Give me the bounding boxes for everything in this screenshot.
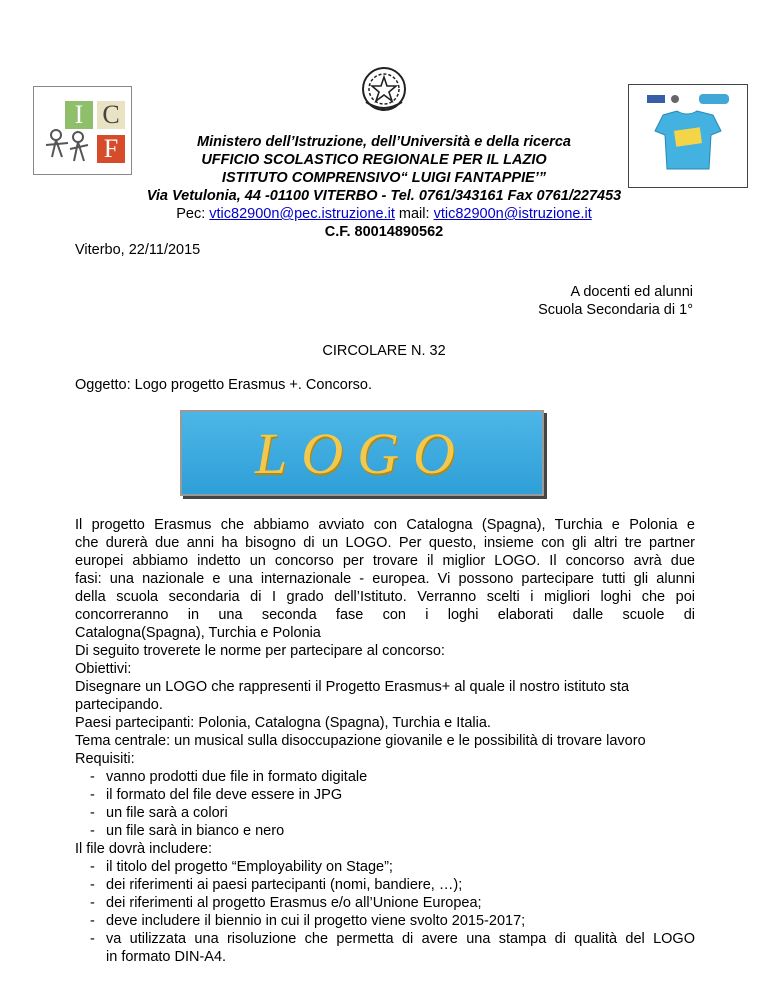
tax-code: C.F. 80014890562 (324, 224, 444, 240)
theme-line: Tema centrale: un musical sulla disoccupazione giovanile e le possibilità di trovare lavoro (75, 733, 646, 749)
list-item: - un file sarà in bianco e nero (90, 823, 285, 839)
requirements-label: Requisiti: (75, 751, 135, 767)
list-item: - dei riferimenti ai paesi partecipanti (nomi, bandiere, …); (90, 877, 463, 893)
list-item-continuation: in formato DIN-A4. (106, 949, 227, 965)
italian-republic-emblem-icon (360, 64, 408, 114)
intro-line-5: della scuola secondaria di I grado dell’Istituto. Verranno scelti i migliori loghi che poi (75, 589, 695, 605)
office-line: UFFICIO SCOLASTICO REGIONALE PER IL LAZIO (201, 152, 547, 168)
norms-intro: Di seguito troverete le norme per partecipare al concorso: (75, 643, 445, 659)
list-item: - dei riferimenti al progetto Erasmus e/o all’Unione Europea; (90, 895, 482, 911)
logo-banner-text: LOGO (255, 421, 469, 486)
logo-letter-i: I (65, 101, 93, 129)
recipient-line-1: A docenti ed alunni (570, 284, 693, 300)
recipient-line-2: Scuola Secondaria di 1° (538, 302, 693, 318)
institute-line: ISTITUTO COMPRENSIVO“ LUIGI FANTAPPIE’” (221, 170, 547, 186)
subject-line: Oggetto: Logo progetto Erasmus +. Concorso. (75, 377, 373, 393)
intro-line-3: europei abbiamo indetto un concorso per trovare il miglior LOGO. Il concorso avrà due (75, 553, 695, 569)
list-item: - il formato del file deve essere in JPG (90, 787, 343, 803)
intro-line-1: Il progetto Erasmus che abbiamo avviato con Catalogna (Spagna), Turchia e Polonia e (75, 517, 695, 533)
circular-number: CIRCOLARE N. 32 (322, 343, 446, 359)
list-item: - va utilizzata una risoluzione che permetta di avere una stampa di qualità del LOGO (90, 931, 695, 947)
logo-letter-c: C (97, 101, 125, 129)
contact-line (0, 206, 768, 222)
intro-line-2: che durerà due anni ha bisogno di un LOGO. Per questo, insieme con gli altri tre partner (75, 535, 695, 551)
intro-line-7: Catalogna(Spagna), Turchia e Polonia (75, 625, 321, 641)
mail-label: mail: (398, 206, 430, 222)
logo-letter-f: F (97, 135, 125, 163)
objectives-label: Obiettivi: (75, 661, 132, 677)
pec-label: Pec: (176, 206, 206, 222)
countries-line: Paesi partecipanti: Polonia, Catalogna (Spagna), Turchia e Italia. (75, 715, 491, 731)
address-line: Via Vetulonia, 44 -01100 VITERBO - Tel. 0761/343161 Fax 0761/227453 (146, 188, 622, 204)
list-item: - un file sarà a colori (90, 805, 228, 821)
list-item: - deve includere il biennio in cui il progetto viene svolto 2015-2017; (90, 913, 526, 929)
list-item: - il titolo del progetto “Employability on Stage”; (90, 859, 393, 875)
mail-email-link[interactable]: vtic82900n@istruzione.it (433, 206, 592, 222)
ministry-line: Ministero dell’Istruzione, dell’Università e della ricerca (197, 134, 571, 150)
list-item: - vanno prodotti due file in formato digitale (90, 769, 368, 785)
pec-email-link[interactable]: vtic82900n@pec.istruzione.it (209, 206, 395, 222)
include-label: Il file dovrà includere: (75, 841, 213, 857)
objectives-line-1: Disegnare un LOGO che rappresenti il Progetto Erasmus+ al quale il nostro istituto sta (75, 679, 630, 695)
logo-banner-image (180, 410, 544, 496)
objectives-line-2: partecipando. (75, 697, 163, 713)
intro-line-6: concorreranno in una seconda fase con i loghi elaborati dalle scuole di (75, 607, 695, 623)
intro-line-4: fasi: una nazionale e una internazionale - europea. Vi possono partecipare tutti gli alunni (75, 571, 695, 587)
date-line: Viterbo, 22/11/2015 (75, 242, 201, 258)
